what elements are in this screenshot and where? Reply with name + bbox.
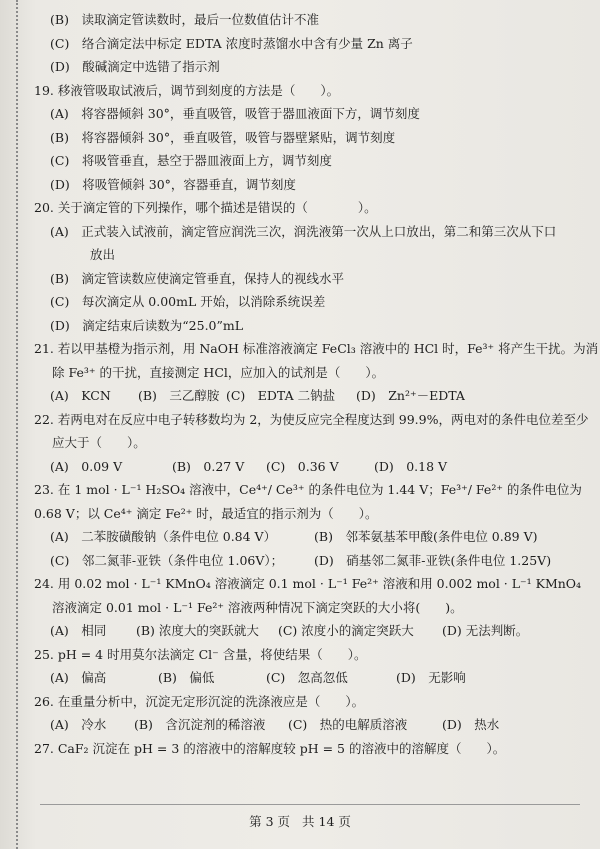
q26-options xyxy=(34,713,594,737)
q21-options xyxy=(34,384,594,408)
q24-option-d: (D) 无法判断。 xyxy=(441,623,529,638)
q21-option-b: (B) 三乙醇胺 xyxy=(137,388,220,403)
q24-option-c: (C) 浓度小的滴定突跃大 xyxy=(277,623,414,638)
question-21: 21. 若以甲基橙为指示剂，用 NaOH 标准溶液滴定 FeCl₃ 溶液中的 HCl 时，Fe³⁺ 将产生干扰。为消 xyxy=(34,341,599,356)
q22-options xyxy=(34,455,594,479)
q22-option-a: (A) 0.09 V xyxy=(50,458,123,474)
question-19: 19. 移液管吸取试液后，调节到刻度的方法是（ ）。 xyxy=(34,82,340,98)
q23-options-row1 xyxy=(34,525,594,549)
option-b-prev: (B) 读取滴定管读数时，最后一位数值估计不准 xyxy=(50,12,319,27)
q25-option-a: (A) 偏高 xyxy=(50,670,107,685)
q19-option-a: (A) 将容器倾斜 30°，垂直吸管，吸管于器皿液面下方，调节刻度 xyxy=(50,106,420,121)
question-26: 26. 在重量分析中，沉淀无定形沉淀的洗涤液应是（ ）。 xyxy=(34,693,365,709)
question-24: 24. 用 0.02 mol · L⁻¹ KMnO₄ 溶液滴定 0.1 mol · L⁻¹ Fe²⁺ 溶液和用 0.002 mol · L⁻¹ KMnO₄ xyxy=(34,576,582,591)
q19-option-c: (C) 将吸管垂直，悬空于器皿液面上方，调节刻度 xyxy=(50,153,332,168)
q23-option-a: (A) 二苯胺磺酸钠（条件电位 0.84 V） xyxy=(50,529,277,544)
q23-option-b: (B) 邻苯氨基苯甲酸(条件电位 0.89 V) xyxy=(314,529,538,544)
q25-options xyxy=(34,666,594,690)
q20-option-d: (D) 滴定结束后读数为“25.0”mL xyxy=(50,317,244,333)
q21-option-a: (A) KCN xyxy=(50,388,111,403)
q25-option-d: (D) 无影响 xyxy=(395,670,466,685)
q21-option-c: (C) EDTA 二钠盐 xyxy=(225,388,336,403)
question-25: 25. pH = 4 时用莫尔法滴定 Cl⁻ 含量，将使结果（ ）。 xyxy=(34,646,367,662)
question-21-cont: 除 Fe³⁺ 的干扰，直接测定 HCl，应加入的试剂是（ ）。 xyxy=(52,364,385,380)
q24-option-a: (A) 相同 xyxy=(50,623,107,638)
footer-divider xyxy=(40,804,580,805)
question-23-cont: 0.68 V；以 Ce⁴⁺ 滴定 Fe²⁺ 时，最适宜的指示剂为（ ）。 xyxy=(34,505,378,521)
page-footer xyxy=(0,812,600,830)
binding-margin-line xyxy=(16,0,18,849)
q25-option-c: (C) 忽高忽低 xyxy=(265,670,348,685)
q19-option-d: (D) 将吸管倾斜 30°，容器垂直，调节刻度 xyxy=(50,176,296,192)
q20-option-b: (B) 滴定管读数应使滴定管垂直，保持人的视线水平 xyxy=(50,270,344,286)
q24-options xyxy=(34,619,594,643)
q20-option-c: (C) 每次滴定从 0.00mL 开始，以消除系统误差 xyxy=(50,294,326,309)
page-total: 共 14 页 xyxy=(302,814,351,829)
q26-option-d: (D) 热水 xyxy=(441,717,500,732)
q23-option-d: (D) 硝基邻二氮菲-亚铁(条件电位 1.25V) xyxy=(314,552,552,568)
q21-option-d: (D) Zn²⁺－EDTA xyxy=(355,388,465,403)
q26-option-c: (C) 热的电解质溶液 xyxy=(287,717,408,732)
q19-option-b: (B) 将容器倾斜 30°，垂直吸管，吸管与器壁紧贴，调节刻度 xyxy=(50,129,396,145)
q25-option-b: (B) 偏低 xyxy=(157,670,215,685)
option-c-prev: (C) 络合滴定法中标定 EDTA 浓度时蒸馏水中含有少量 Zn 离子 xyxy=(50,35,413,51)
question-27: 27. CaF₂ 沉淀在 pH = 3 的溶液中的溶解度较 pH = 5 的溶液中的溶解度（ ）。 xyxy=(34,740,506,756)
q22-option-c: (C) 0.36 V xyxy=(265,458,339,474)
q22-option-b: (B) 0.27 V xyxy=(171,458,245,474)
question-22-cont: 应大于（ ）。 xyxy=(52,435,146,450)
question-23: 23. 在 1 mol · L⁻¹ H₂SO₄ 溶液中，Ce⁴⁺/ Ce³⁺ 的条件电位为 1.44 V；Fe³⁺/ Fe²⁺ 的条件电位为 xyxy=(34,482,582,497)
option-d-prev: (D) 酸碱滴定中选错了指示剂 xyxy=(50,59,220,74)
question-content xyxy=(34,8,599,760)
q24-option-b: (B) 浓度大的突跃就大 xyxy=(135,623,259,638)
q23-options-row2 xyxy=(34,549,594,573)
question-24-cont: 溶液滴定 0.01 mol · L⁻¹ Fe²⁺ 溶液两种情况下滴定突跃的大小将( )。 xyxy=(52,599,463,615)
q23-option-c: (C) 邻二氮菲-亚铁（条件电位 1.06V）； xyxy=(50,552,284,568)
q26-option-a: (A) 冷水 xyxy=(50,717,107,732)
q20-option-a: (A) 正式装入试液前，滴定管应润洗三次，润洗液第一次从上口放出，第二和第三次从下口 xyxy=(50,223,557,239)
question-20: 20. 关于滴定管的下列操作，哪个描述是错误的（ ）。 xyxy=(34,200,377,215)
page-number: 第 3 页 xyxy=(249,814,291,829)
q20-option-a-cont: 放出 xyxy=(90,247,116,262)
q22-option-d: (D) 0.18 V xyxy=(373,458,448,474)
q26-option-b: (B) 含沉淀剂的稀溶液 xyxy=(133,717,266,732)
question-22: 22. 若两电对在反应中电子转移数均为 2，为使反应完全程度达到 99.9%，两电对的条件电位差至少 xyxy=(34,411,589,427)
